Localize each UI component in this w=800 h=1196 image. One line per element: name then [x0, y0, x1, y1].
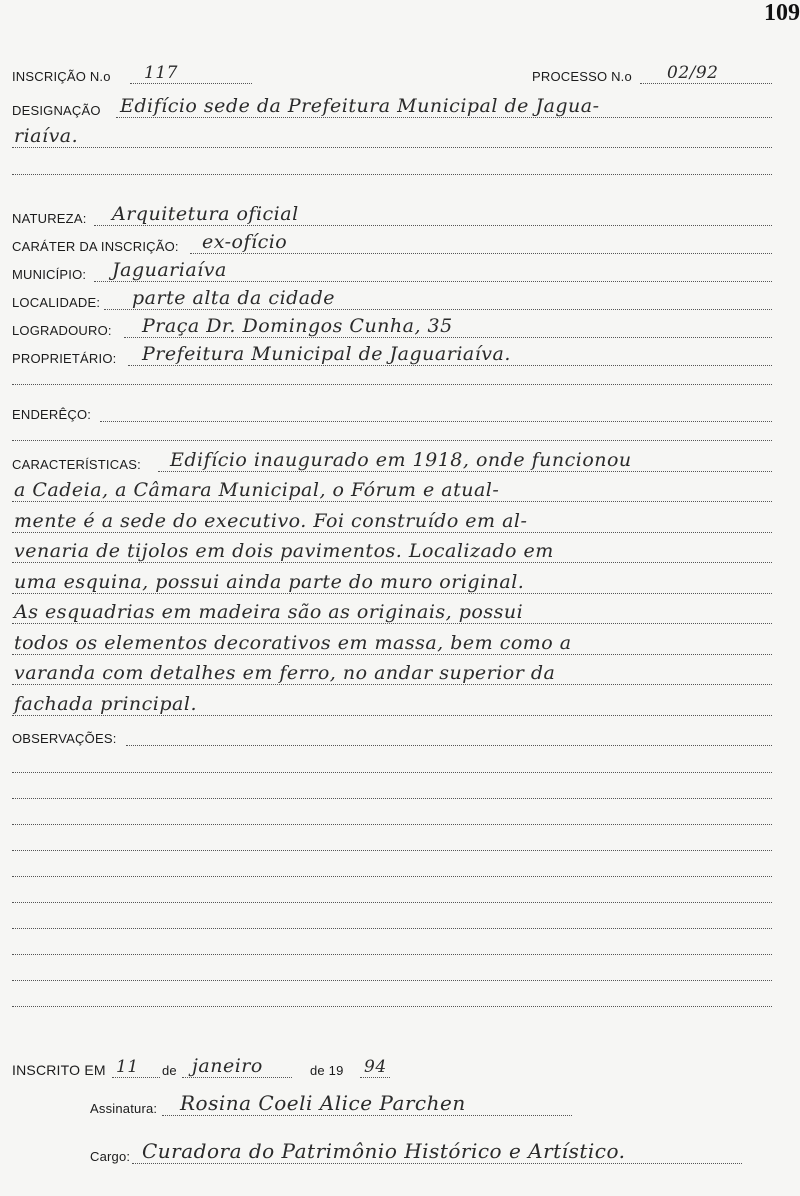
- designacao-line-2: [12, 122, 772, 148]
- caracteristicas-line: [12, 659, 772, 685]
- inscricao-value: 117: [144, 63, 178, 83]
- inscrito-day-dotline: [112, 1077, 160, 1078]
- blank-line: [12, 980, 772, 981]
- inscrito-year: 94: [364, 1057, 387, 1077]
- municipio-dotline: [94, 281, 772, 282]
- caracteristicas-text: fachada principal.: [14, 692, 197, 715]
- observacoes-row: [12, 720, 772, 746]
- inscrito-row: [12, 1052, 772, 1078]
- dotted-line: [12, 501, 772, 502]
- inscrito-de-1: de: [162, 1063, 177, 1078]
- caracteristicas-text: venaria de tijolos em dois pavimentos. Localizado em: [14, 540, 554, 562]
- blank-line: [12, 850, 772, 851]
- inscricao-label: INSCRIÇÃO N.o: [12, 69, 111, 84]
- proprietario-label: PROPRIETÁRIO:: [12, 351, 117, 366]
- carater-label: CARÁTER DA INSCRIÇÃO:: [12, 239, 179, 254]
- cargo-dotline: [132, 1163, 742, 1164]
- blank-line: [12, 824, 772, 825]
- proprietario-value: Prefeitura Municipal de Jaguariaíva.: [142, 343, 511, 365]
- blank-line: [12, 1006, 772, 1007]
- localidade-row: [12, 284, 772, 310]
- caracteristicas-row: [12, 446, 772, 472]
- proprietario-dotline: [128, 365, 772, 366]
- designacao-row: [12, 92, 772, 118]
- caracteristicas-line: [12, 598, 772, 624]
- dotted-line: [12, 623, 772, 624]
- designacao-label: DESIGNAÇÃO: [12, 103, 101, 118]
- dotted-line: [12, 562, 772, 563]
- logradouro-dotline: [124, 337, 772, 338]
- caracteristicas-value: Edifício inaugurado em 1918, onde funcionou: [170, 449, 632, 471]
- natureza-value: Arquitetura oficial: [112, 203, 299, 225]
- caracteristicas-text: varanda com detalhes em ferro, no andar superior da: [14, 662, 556, 684]
- cargo-label: Cargo:: [90, 1149, 131, 1164]
- blank-line: [12, 798, 772, 799]
- proprietario-row: [12, 340, 772, 366]
- inscricao-row: [12, 58, 772, 84]
- caracteristicas-line: [12, 476, 772, 502]
- processo-value: 02/92: [667, 63, 719, 83]
- observacoes-dotline: [126, 745, 772, 746]
- dotted-line: [12, 532, 772, 533]
- inscrito-de-2: de 19: [310, 1063, 344, 1078]
- natureza-dotline: [94, 225, 772, 226]
- municipio-row: [12, 256, 772, 282]
- inscrito-year-dotline: [360, 1077, 390, 1078]
- assinatura-row: [12, 1090, 772, 1116]
- dotted-line: [12, 715, 772, 716]
- carater-dotline: [190, 253, 772, 254]
- dotted-line: [12, 593, 772, 594]
- municipio-value: Jaguariaíva: [112, 259, 227, 281]
- endereco-dotline: [100, 421, 772, 422]
- cargo-value: Curadora do Patrimônio Histórico e Artístico.: [142, 1139, 626, 1163]
- caracteristicas-line: [12, 568, 772, 594]
- blank-line: [12, 928, 772, 929]
- inscrito-month: janeiro: [192, 1055, 263, 1077]
- assinatura-label: Assinatura:: [90, 1101, 158, 1116]
- carater-row: [12, 228, 772, 254]
- caracteristicas-label: CARACTERÍSTICAS:: [12, 457, 141, 472]
- caracteristicas-text: todos os elementos decorativos em massa, bem como a: [14, 631, 572, 654]
- logradouro-value: Praça Dr. Domingos Cunha, 35: [142, 315, 453, 337]
- carater-value: ex-ofício: [202, 231, 288, 253]
- inscrito-month-dotline: [182, 1077, 292, 1078]
- designacao-value-cont: riaíva.: [14, 125, 79, 147]
- localidade-value: parte alta da cidade: [132, 287, 336, 309]
- processo-dotline: [640, 83, 772, 84]
- blank-line: [12, 876, 772, 877]
- caracteristicas-line: [12, 690, 772, 716]
- caracteristicas-line: [12, 537, 772, 563]
- localidade-label: LOCALIDADE:: [12, 295, 101, 310]
- designacao-value: Edifício sede da Prefeitura Municipal de Jagua-: [120, 95, 600, 117]
- endereco-label: ENDERÊÇO:: [12, 407, 92, 422]
- logradouro-row: [12, 312, 772, 338]
- processo-label: PROCESSO N.o: [532, 69, 632, 84]
- designacao-dotline: [116, 117, 772, 118]
- inscricao-dotline: [130, 83, 252, 84]
- natureza-row: [12, 200, 772, 226]
- designacao-dotline-2: [12, 147, 772, 148]
- localidade-dotline: [104, 309, 772, 310]
- dotted-line: [12, 654, 772, 655]
- signature: Rosina Coeli Alice Parchen: [180, 1091, 466, 1115]
- caracteristicas-dotline: [158, 471, 772, 472]
- logradouro-label: LOGRADOURO:: [12, 323, 112, 338]
- dotted-line: [12, 684, 772, 685]
- caracteristicas-text: mente é a sede do executivo. Foi construído em al-: [14, 509, 528, 532]
- page-number: 109: [764, 0, 800, 26]
- municipio-label: MUNICÍPIO:: [12, 267, 87, 282]
- inscrito-label: INSCRITO EM: [12, 1062, 106, 1078]
- endereco-row: [12, 396, 772, 422]
- blank-line: [12, 440, 772, 441]
- caracteristicas-text: a Cadeia, a Câmara Municipal, o Fórum e atual-: [14, 479, 500, 501]
- blank-line: [12, 772, 772, 773]
- blank-line: [12, 954, 772, 955]
- blank-line: [12, 174, 772, 175]
- natureza-label: NATUREZA:: [12, 211, 87, 226]
- caracteristicas-text: uma esquina, possui ainda parte do muro original.: [14, 570, 525, 593]
- observacoes-label: OBSERVAÇÕES:: [12, 731, 117, 746]
- inscrito-day: 11: [116, 1057, 139, 1077]
- blank-line: [12, 384, 772, 385]
- cargo-row: [12, 1138, 772, 1164]
- blank-line: [12, 902, 772, 903]
- caracteristicas-text: As esquadrias em madeira são as originais, possui: [14, 601, 524, 623]
- caracteristicas-line: [12, 629, 772, 655]
- caracteristicas-line: [12, 507, 772, 533]
- assinatura-dotline: [162, 1115, 572, 1116]
